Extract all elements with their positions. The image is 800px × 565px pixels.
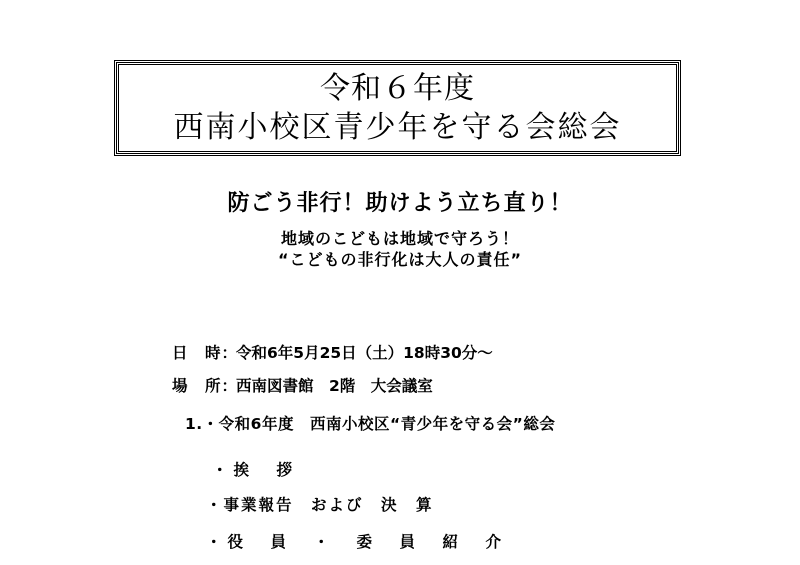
date-value: 令和6年5月25日（土）18時30分～ [236,344,493,362]
slogan-sub-2: “こどもの非行化は大人の責任” [277,250,523,269]
date-label: 日 時： [172,344,239,362]
event-name-title: 西南小校区青少年を守る会総会 [173,110,622,145]
title-box [116,62,679,154]
slogan-main: 防ごう非行！助けよう立ち直り！ [227,191,573,216]
agenda-sub-introduction: ・役 員 ・ 委 員 紹 介 [206,533,508,551]
agenda-sub-greeting: ・挨 拶 [212,461,299,479]
agenda-item-1: 1.・令和6年度 西南小校区“青少年を守る会”総会 [185,415,556,433]
agenda-sub-report: ・事業報告 および 決 算 [206,496,434,514]
place-value: 西南図書館 2階 大会議室 [236,377,433,395]
event-year-title: 令和６年度 [320,71,475,106]
place-row [172,375,433,397]
place-label: 場 所： [172,377,239,395]
date-row [172,342,493,364]
slogan-sub-1: 地域のこどもは地域で守ろう！ [280,229,519,248]
